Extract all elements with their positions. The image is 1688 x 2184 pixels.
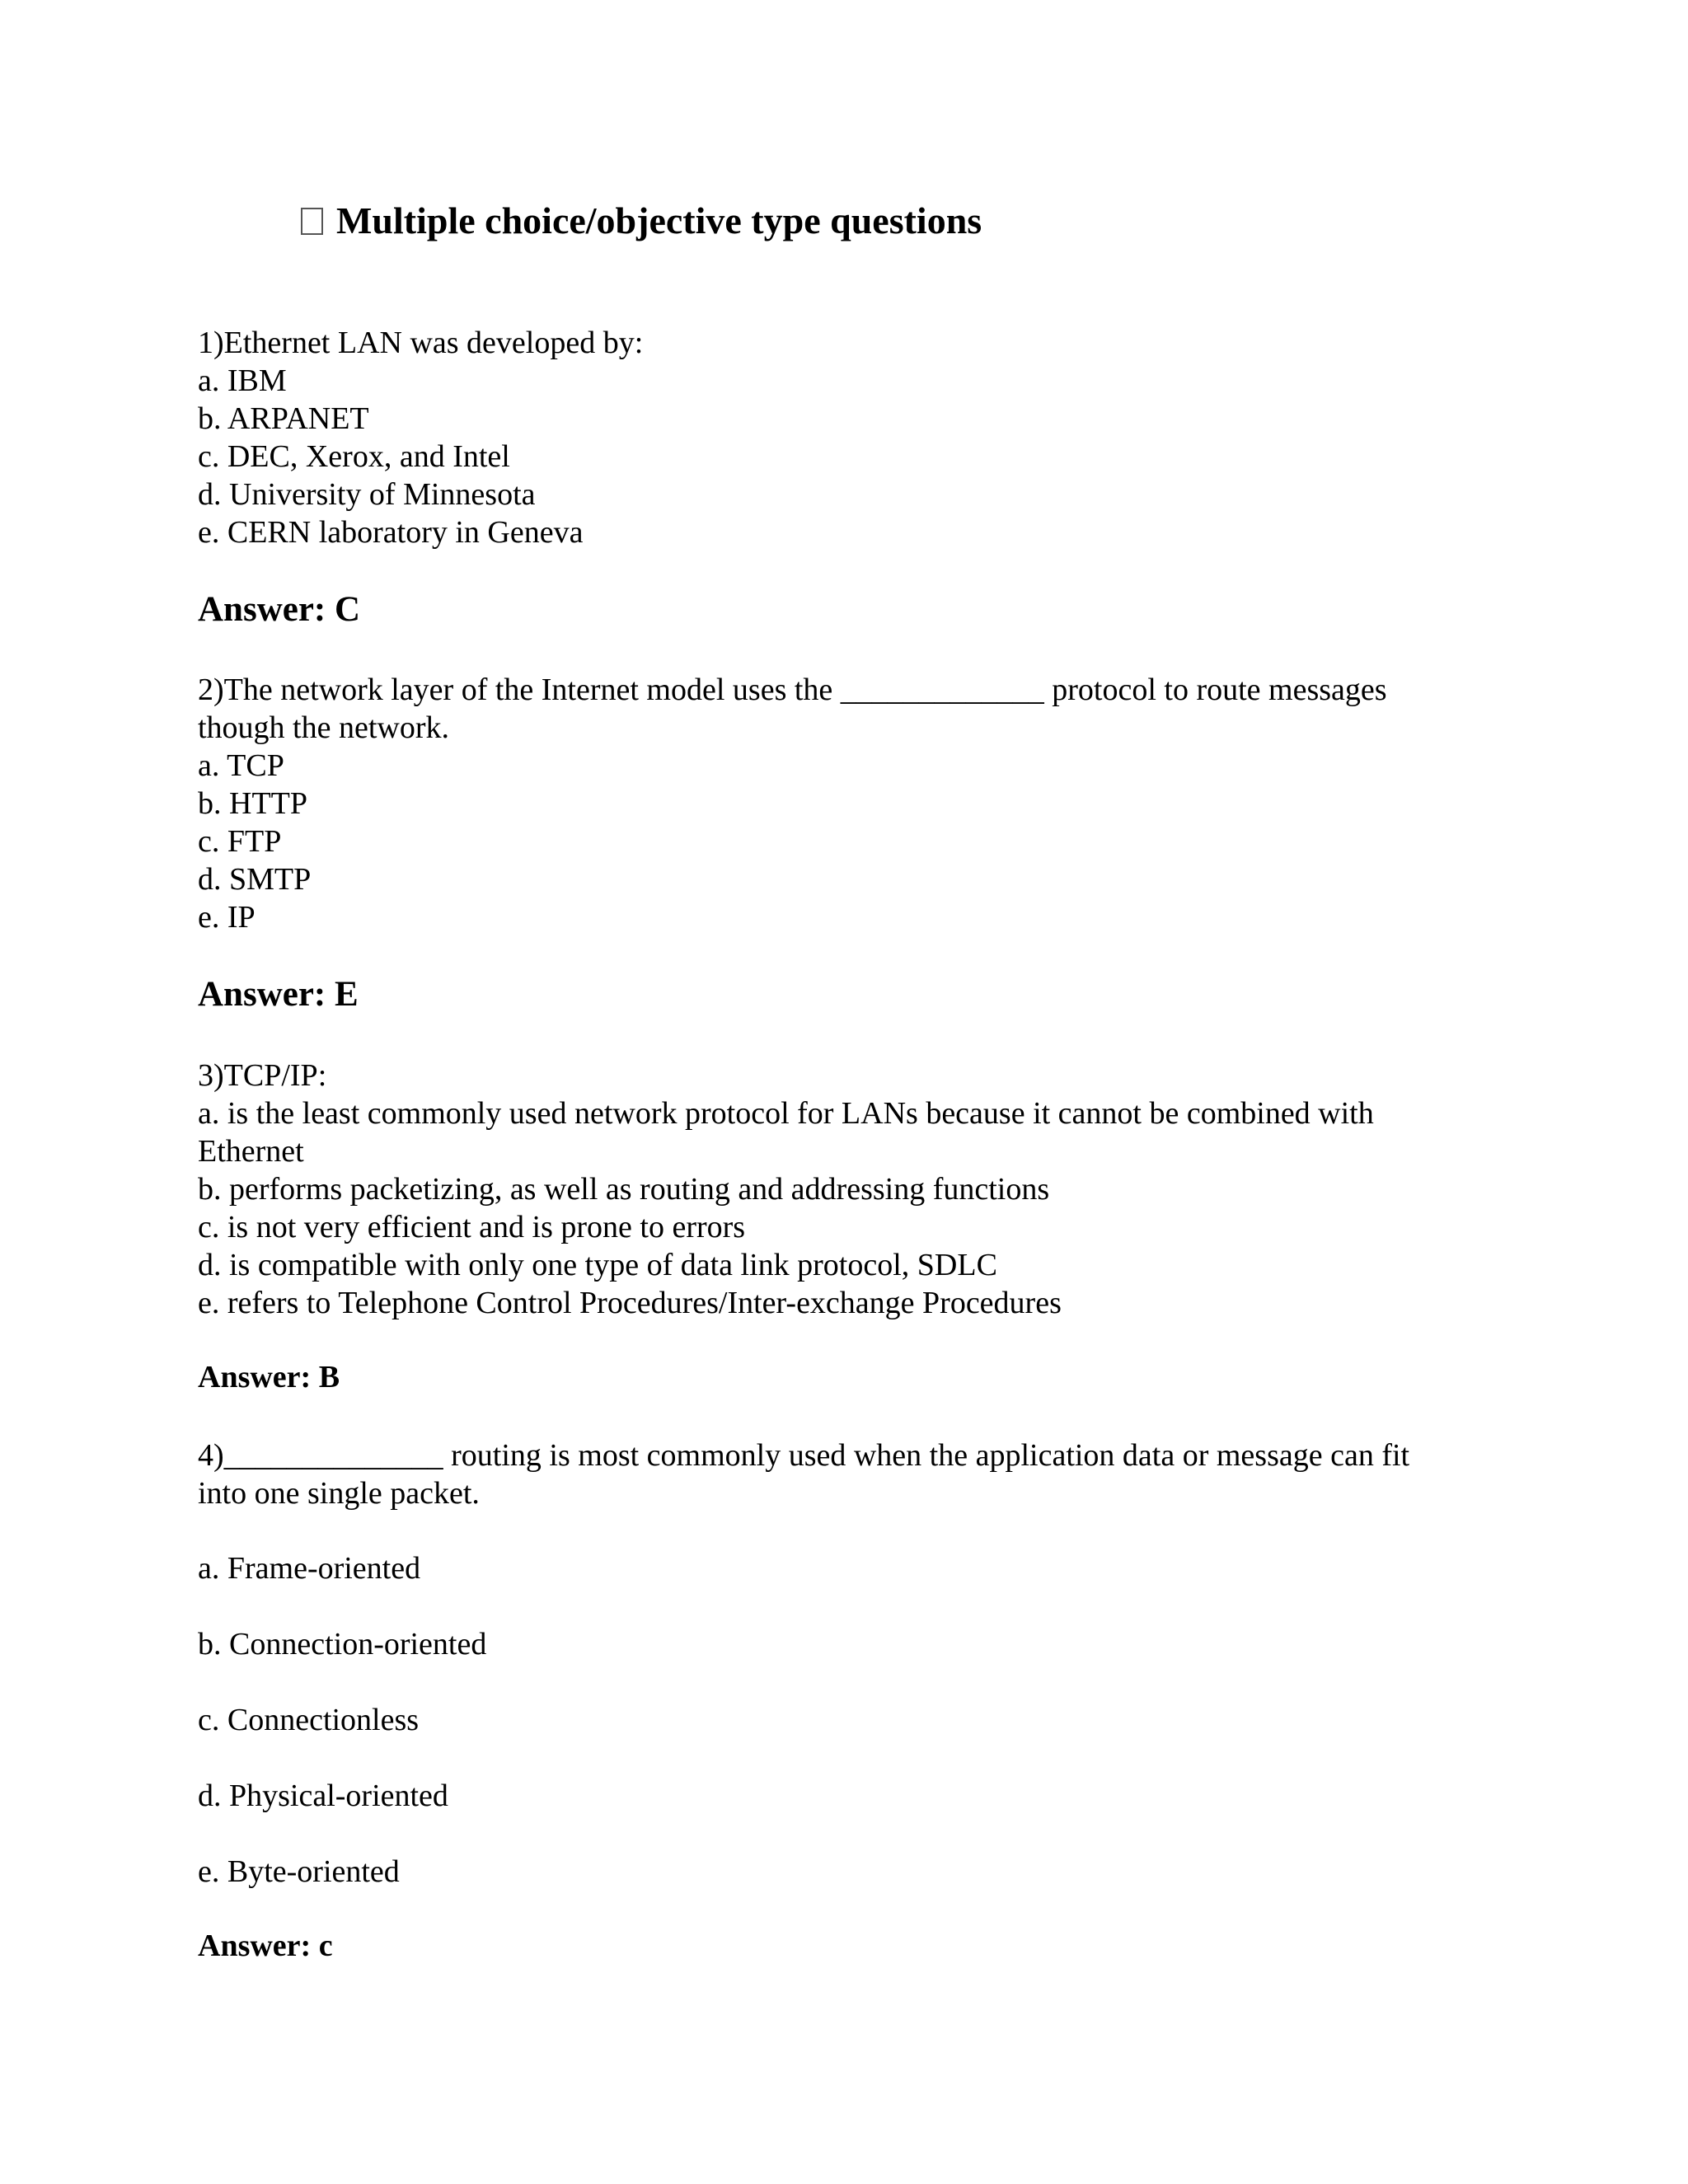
question-1-option-d: d. University of Minnesota [198, 477, 536, 512]
question-2 [198, 671, 1517, 936]
question-3-option-a: a. is the least commonly used network protocol for LANs because it cannot be combined with [198, 1096, 1374, 1131]
section-heading [301, 198, 982, 243]
question-4-option-a: a. Frame-oriented [198, 1551, 421, 1586]
question-1-answer: Answer: C [198, 590, 361, 629]
question-3-option-b: b. performs packetizing, as well as routing and addressing functions [198, 1172, 1050, 1207]
question-4 [198, 1436, 1517, 1512]
question-1-option-e: e. CERN laboratory in Geneva [198, 515, 584, 550]
question-1 [198, 324, 1517, 551]
question-3-option-a-continued: Ethernet [198, 1134, 304, 1169]
question-4-option-d: d. Physical-oriented [198, 1779, 448, 1813]
question-4-option-b: b. Connection-oriented [198, 1627, 487, 1661]
question-2-text-line-1: 2)The network layer of the Internet model uses the _____________ protocol to route messages [198, 673, 1387, 707]
question-3 [198, 1057, 1517, 1322]
question-3-option-e: e. refers to Telephone Control Procedures/Inter-exchange Procedures [198, 1286, 1062, 1320]
question-1-option-a: a. IBM [198, 363, 287, 398]
question-4-answer: Answer: c [198, 1929, 333, 1963]
question-1-text: 1)Ethernet LAN was developed by: [198, 326, 644, 360]
question-4-option-c: c. Connectionless [198, 1703, 420, 1737]
question-2-option-e: e. IP [198, 900, 256, 935]
question-1-option-c: c. DEC, Xerox, and Intel [198, 439, 510, 474]
question-3-option-d: d. is compatible with only one type of data link protocol, SDLC [198, 1248, 997, 1282]
question-2-text-line-2: though the network. [198, 710, 450, 745]
question-2-option-a: a. TCP [198, 748, 284, 783]
question-2-answer: Answer: E [198, 975, 359, 1014]
missing-glyph-box-icon [301, 208, 323, 235]
question-3-option-c: c. is not very efficient and is prone to errors [198, 1210, 746, 1244]
question-4-text-line-1: 4)______________ routing is most commonly used when the application data or message can fit [198, 1438, 1410, 1473]
question-2-option-d: d. SMTP [198, 862, 312, 897]
question-4-text-line-2: into one single packet. [198, 1476, 480, 1511]
question-2-option-b: b. HTTP [198, 786, 307, 821]
question-3-answer: Answer: B [198, 1360, 340, 1394]
heading-text: Multiple choice/objective type questions [336, 199, 982, 241]
question-2-option-c: c. FTP [198, 824, 282, 859]
question-1-option-b: b. ARPANET [198, 401, 369, 436]
question-3-text: 3)TCP/IP: [198, 1058, 327, 1093]
question-4-option-e: e. Byte-oriented [198, 1854, 400, 1889]
